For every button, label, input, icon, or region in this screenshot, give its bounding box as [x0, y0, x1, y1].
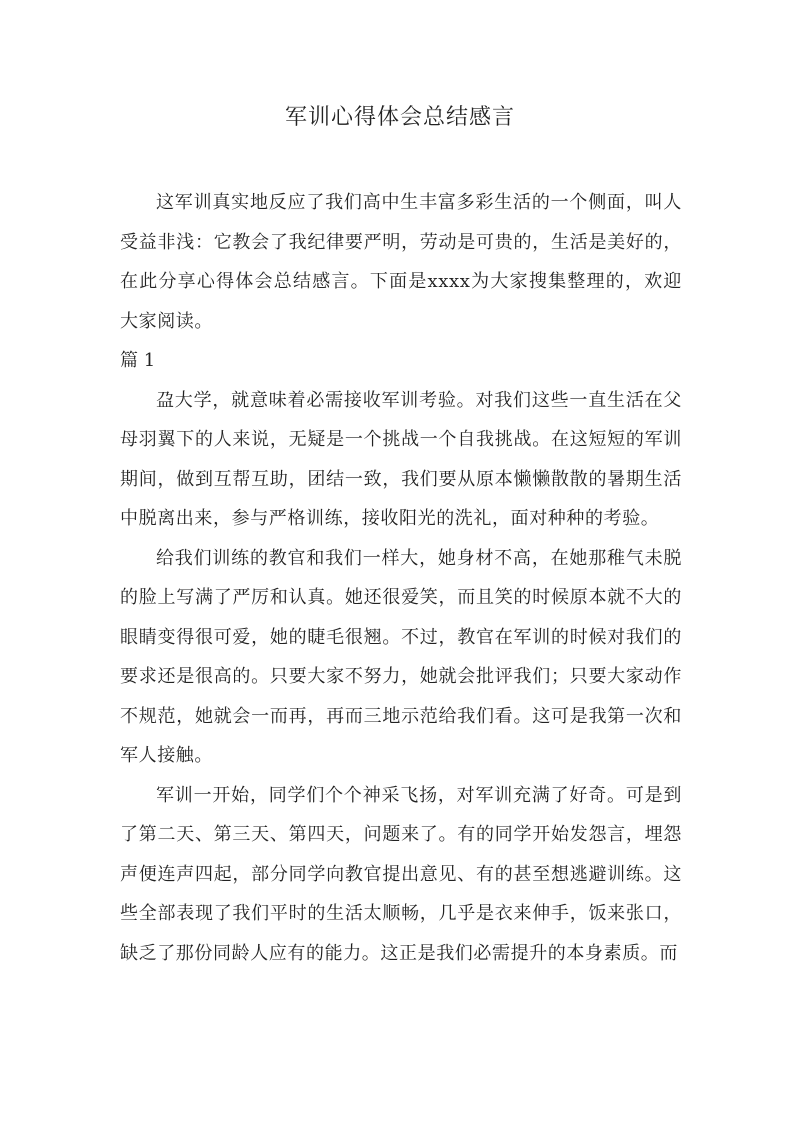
body-paragraph-2: 给我们训练的教官和我们一样大，她身材不高，在她那稚气未脱的脸上写满了严厉和认真。她还很爱笑，而且笑的时候原本就不大的眼睛变得很可爱，她的睫毛很翘。不过，教官在军训的时候对我们的要求还是很高的。只要大家不努力，她就会批评我们；只要大家动作不规范，她就会一而再，再而三地示范给我们看。这可是我第一次和军人接触。: [120, 547, 682, 766]
document-title: 军训心得体会总结感言: [284, 105, 515, 130]
body-paragraph-1: 盁大学，就意味着必需接收军训考验。对我们这些一直生活在父母羽翼下的人来说，无疑是一个挑战一个自我挑战。在这短短的军训期间，做到互帮互助，团结一致，我们要从原本懒懒散散的暑期生活中脱离出来，参与严格训练，接收阳光的洗礼，面对种种的考验。: [120, 389, 682, 529]
section-heading: 篇 1: [120, 350, 156, 371]
document-body: [120, 183, 682, 973]
intro-paragraph: 这军训真实地反应了我们高中生丰富多彩生活的一个侧面，叫人受益非浅：它教会了我纪律要严明，劳动是可贵的，生活是美好的，在此分享心得体会总结感言。下面是xxxx为大家搜集整理的，欢迎大家阅读。: [120, 192, 682, 332]
body-paragraph-3: 军训一开始，同学们个个神采飞扬，对军训充满了好奇。可是到了第二天、第三天、第四天，问题来了。有的同学开始发怨言，埋怨声便连声四起，部分同学向教官提出意见、有的甚至想逃避训练。这些全部表现了我们平时的生活太顺畅，几乎是衣来伸手，饭来张口，缺乏了那份同龄人应有的能力。这正是我们必需提升的本身素质。而: [120, 784, 682, 964]
